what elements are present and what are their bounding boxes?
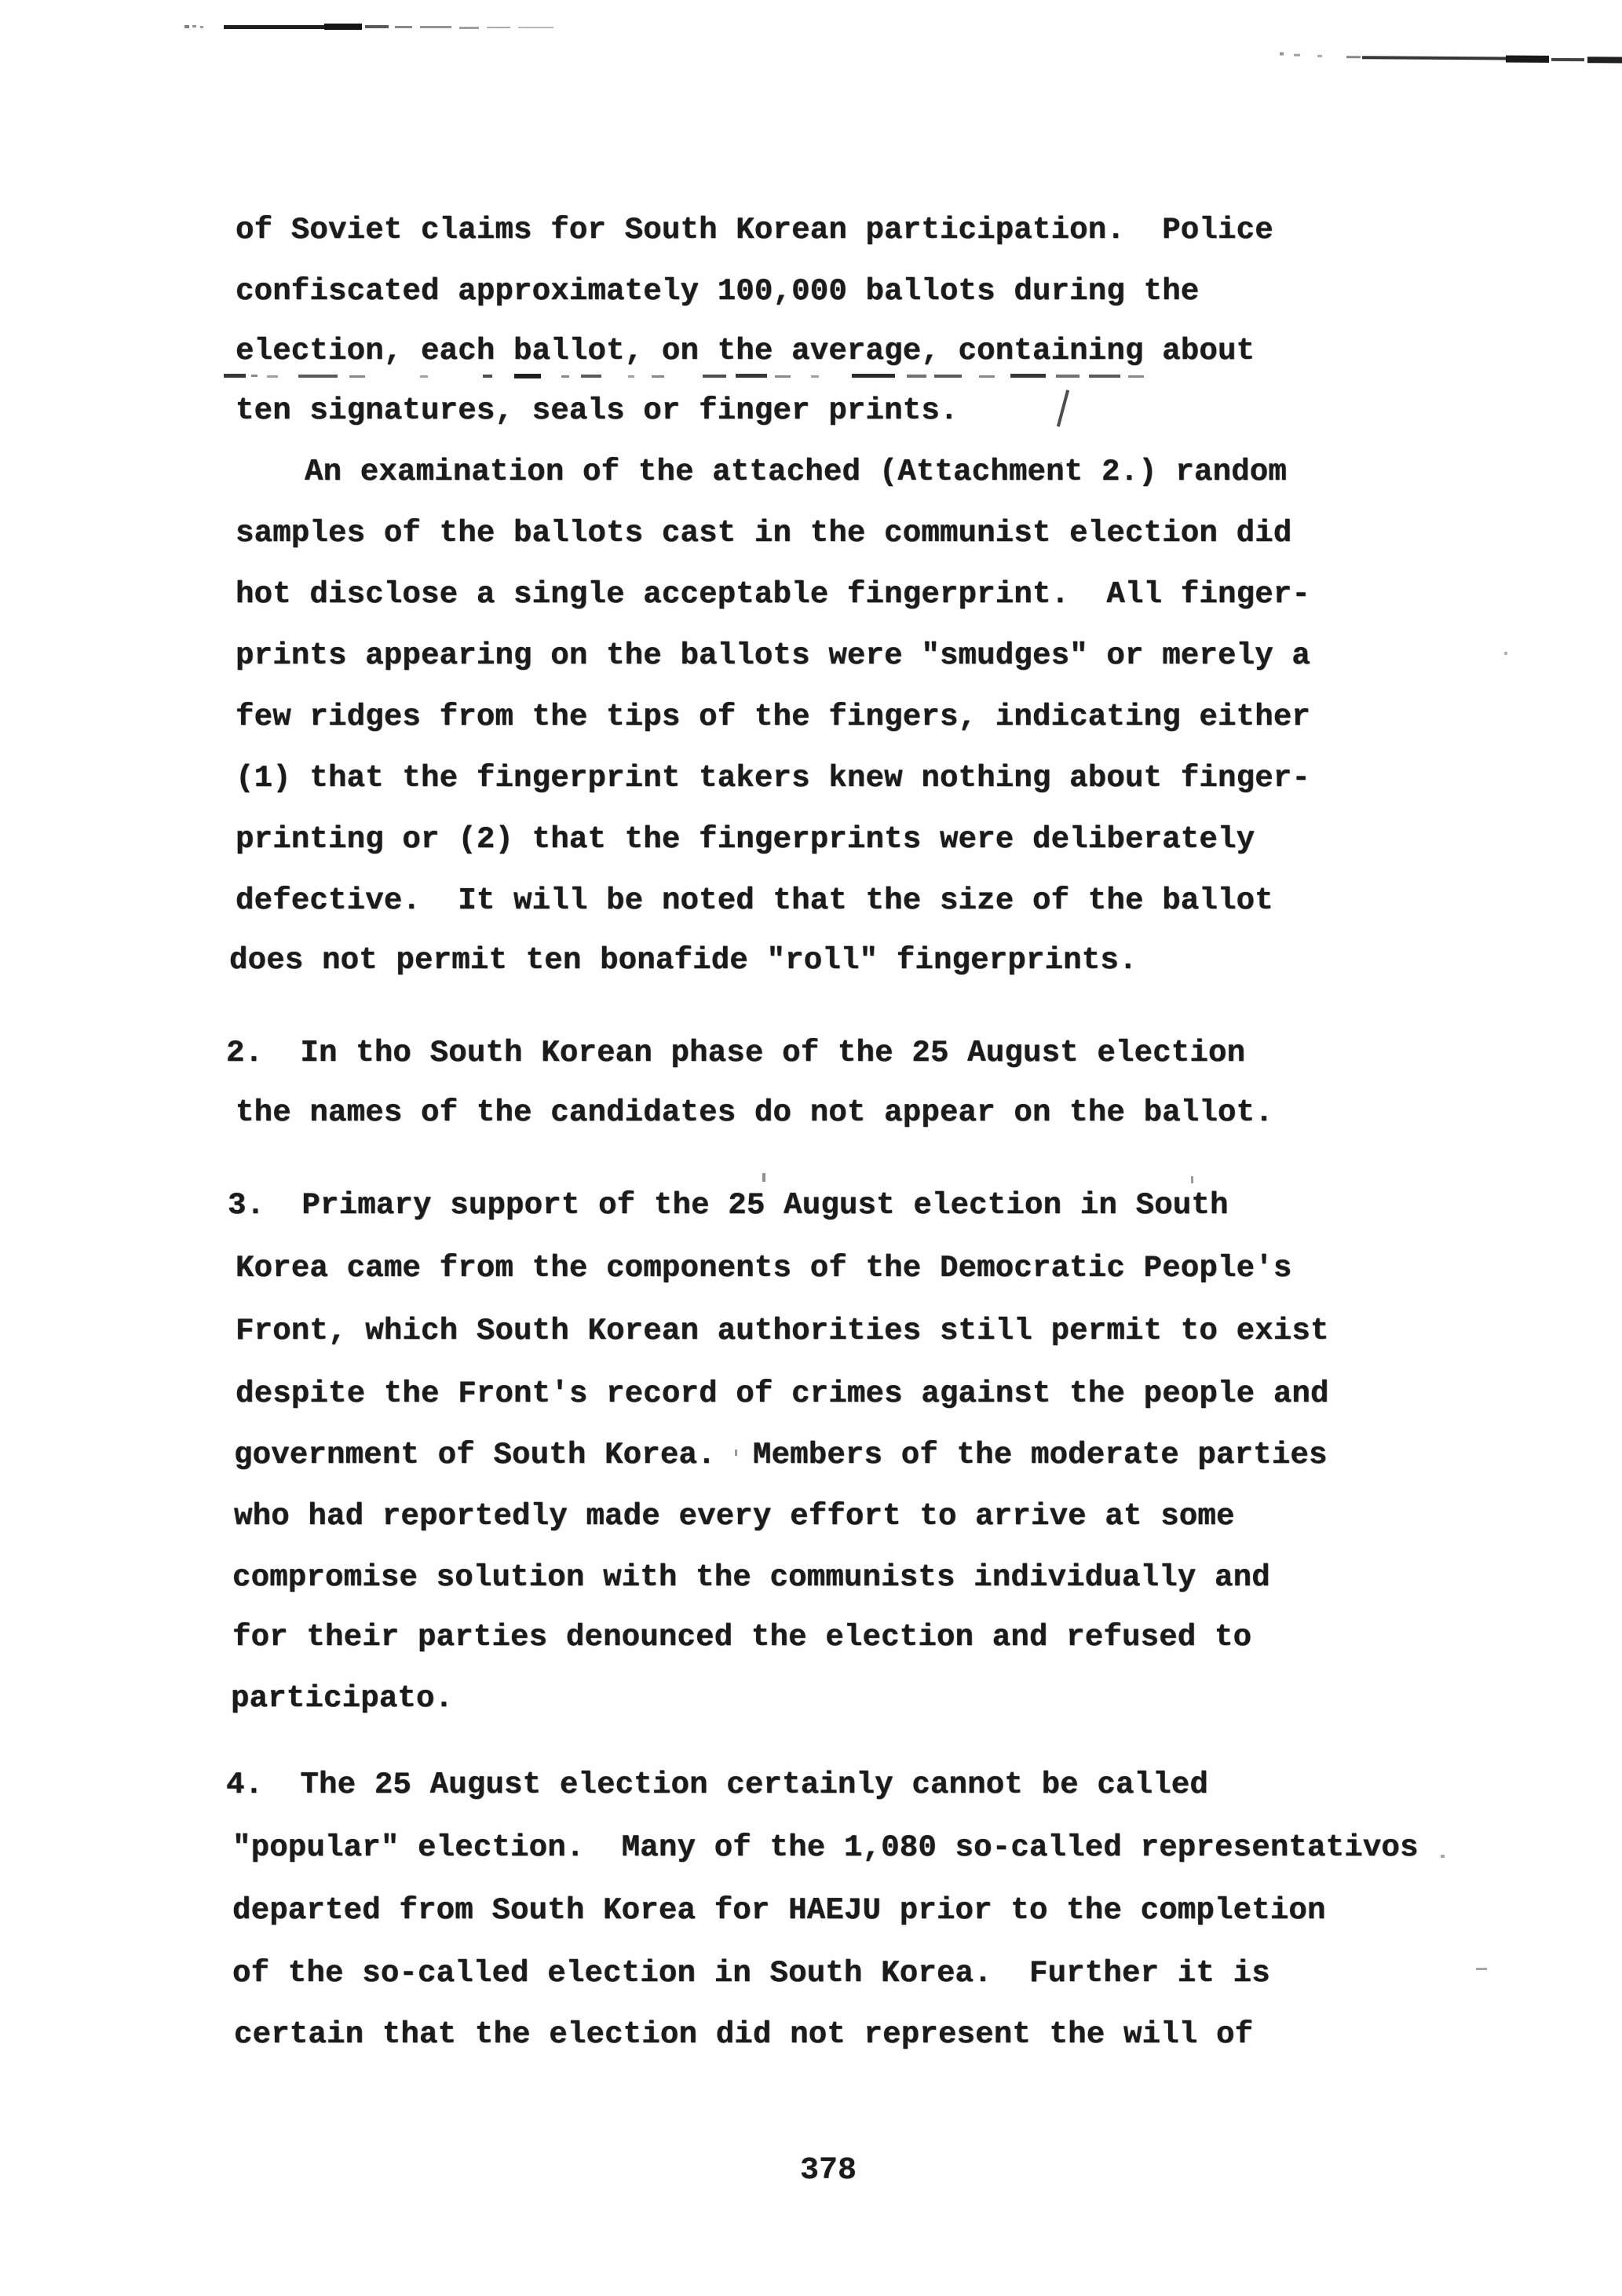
scan-artifact-segment <box>1346 56 1361 58</box>
pen-mark-slash <box>1057 389 1069 426</box>
scan-artifact-segment <box>652 375 664 378</box>
scan-artifact-top-right <box>1280 50 1622 65</box>
scan-artifact-segment <box>459 27 479 29</box>
text-line: (1) that the fingerprint takers knew nothing about finger- <box>236 761 1311 795</box>
text-line: government of South Korea. Members of the moderate parties <box>234 1438 1328 1472</box>
scan-artifact-segment <box>581 375 601 378</box>
text-line: for their parties denounced the election and refused to <box>232 1620 1252 1654</box>
text-line: despite the Front's record of crimes against the people and <box>236 1377 1329 1411</box>
scan-artifact-segment <box>192 25 196 27</box>
scan-artifact-segment <box>1280 52 1284 55</box>
scan-artifact-segment <box>811 375 819 378</box>
ink-speck <box>762 1173 765 1182</box>
scan-artifact-segment <box>224 374 246 378</box>
text-line: An examination of the attached (Attachment 2.) random <box>305 455 1288 489</box>
scan-artifact-segment <box>907 375 926 378</box>
ink-speck <box>1504 652 1507 655</box>
scan-artifact-segment <box>1294 54 1300 57</box>
scan-artifact-segment <box>703 375 726 378</box>
text-line: Front, which South Korean authorities still permit to exist <box>236 1314 1329 1348</box>
scan-artifact-segment <box>934 375 962 378</box>
scan-artifact-top-left <box>184 22 553 33</box>
text-line: 4. The 25 August election certainly cannot be called <box>226 1768 1209 1802</box>
scan-artifact-segment <box>518 27 553 28</box>
scan-artifact-segment <box>267 375 278 378</box>
scan-artifact-segment <box>628 375 634 378</box>
scan-artifact-segment <box>1317 55 1322 57</box>
scan-artifact-segment <box>1551 58 1584 61</box>
text-line: does not permit ten bonafide "roll" fingerprints. <box>229 943 1138 978</box>
page-number: 378 <box>799 2153 857 2188</box>
scan-artifact-segment <box>420 375 428 378</box>
text-line: hot disclose a single acceptable fingerprint. All finger- <box>236 577 1311 612</box>
scan-artifact-segment <box>1587 57 1622 63</box>
scan-artifact-segment <box>184 25 189 28</box>
ink-speck <box>1060 462 1062 470</box>
text-line: printing or (2) that the fingerprints were deliberately <box>236 822 1255 857</box>
text-line: defective. It will be noted that the size of the ballot <box>236 883 1273 918</box>
text-line: ten signatures, seals or finger prints. <box>236 393 959 428</box>
text-line: samples of the ballots cast in the communist election did <box>236 516 1292 550</box>
text-line: election, each ballot, on the average, containing about <box>236 334 1255 368</box>
ink-speck <box>735 1450 737 1456</box>
text-line: of the so-called election in South Korea. Further it is <box>232 1956 1270 1991</box>
scan-artifact-segment <box>1010 374 1046 378</box>
ink-speck <box>1441 1855 1445 1858</box>
scan-artifact-segment <box>1056 375 1080 378</box>
scan-artifact-segment <box>298 375 338 378</box>
text-line: "popular" election. Many of the 1,080 so-called representativos <box>232 1830 1419 1865</box>
scan-artifact-segment <box>420 26 451 28</box>
text-line: the names of the candidates do not appear on the ballot. <box>236 1095 1273 1130</box>
scan-artifact-segment <box>514 374 541 378</box>
scan-artifact-segment <box>251 375 258 377</box>
text-line: prints appearing on the ballots were "smudges" or merely a <box>236 638 1311 673</box>
scan-artifact-segment <box>1362 56 1507 60</box>
scan-artifact-segment <box>365 25 389 28</box>
text-line: certain that the election did not represent the will of <box>234 2017 1254 2052</box>
text-line: 2. In tho South Korean phase of the 25 August election <box>226 1036 1246 1070</box>
text-line: departed from South Korea for HAEJU prior to the completion <box>232 1893 1326 1928</box>
scan-artifact-segment <box>200 26 203 28</box>
ink-speck <box>1476 1968 1487 1970</box>
text-line: participato. <box>231 1681 454 1716</box>
text-line: compromise solution with the communists individually and <box>232 1560 1270 1595</box>
text-line: who had reportedly made every effort to arrive at some <box>234 1499 1235 1534</box>
text-line: 3. Primary support of the 25 August election in South <box>228 1188 1229 1223</box>
scan-artifact-segment <box>395 26 412 28</box>
scan-artifact-segment <box>324 24 362 30</box>
scan-artifact-segment <box>349 375 365 378</box>
scan-artifact-segment <box>736 374 767 378</box>
scan-artifact-segment <box>1506 55 1549 62</box>
text-line: of Soviet claims for South Korean participation. Police <box>236 213 1273 247</box>
text-line: Korea came from the components of the Democratic People's <box>236 1251 1292 1285</box>
scan-artifact-segment <box>224 25 326 29</box>
scan-artifact-segment <box>561 375 569 378</box>
text-line: confiscated approximately 100,000 ballots during the <box>236 274 1200 309</box>
scan-artifact-segment <box>775 375 791 378</box>
text-line: few ridges from the tips of the fingers, indicating either <box>236 700 1311 734</box>
scan-artifact-segment <box>1089 375 1120 378</box>
scan-artifact-segment <box>483 375 492 378</box>
scan-artifact-segment <box>1128 375 1144 378</box>
ink-speck <box>1191 1176 1193 1183</box>
scan-artifact-dashed-rule <box>224 372 1146 380</box>
scan-artifact-segment <box>852 374 895 378</box>
scan-artifact-segment <box>979 375 995 378</box>
scan-artifact-segment <box>487 27 510 28</box>
